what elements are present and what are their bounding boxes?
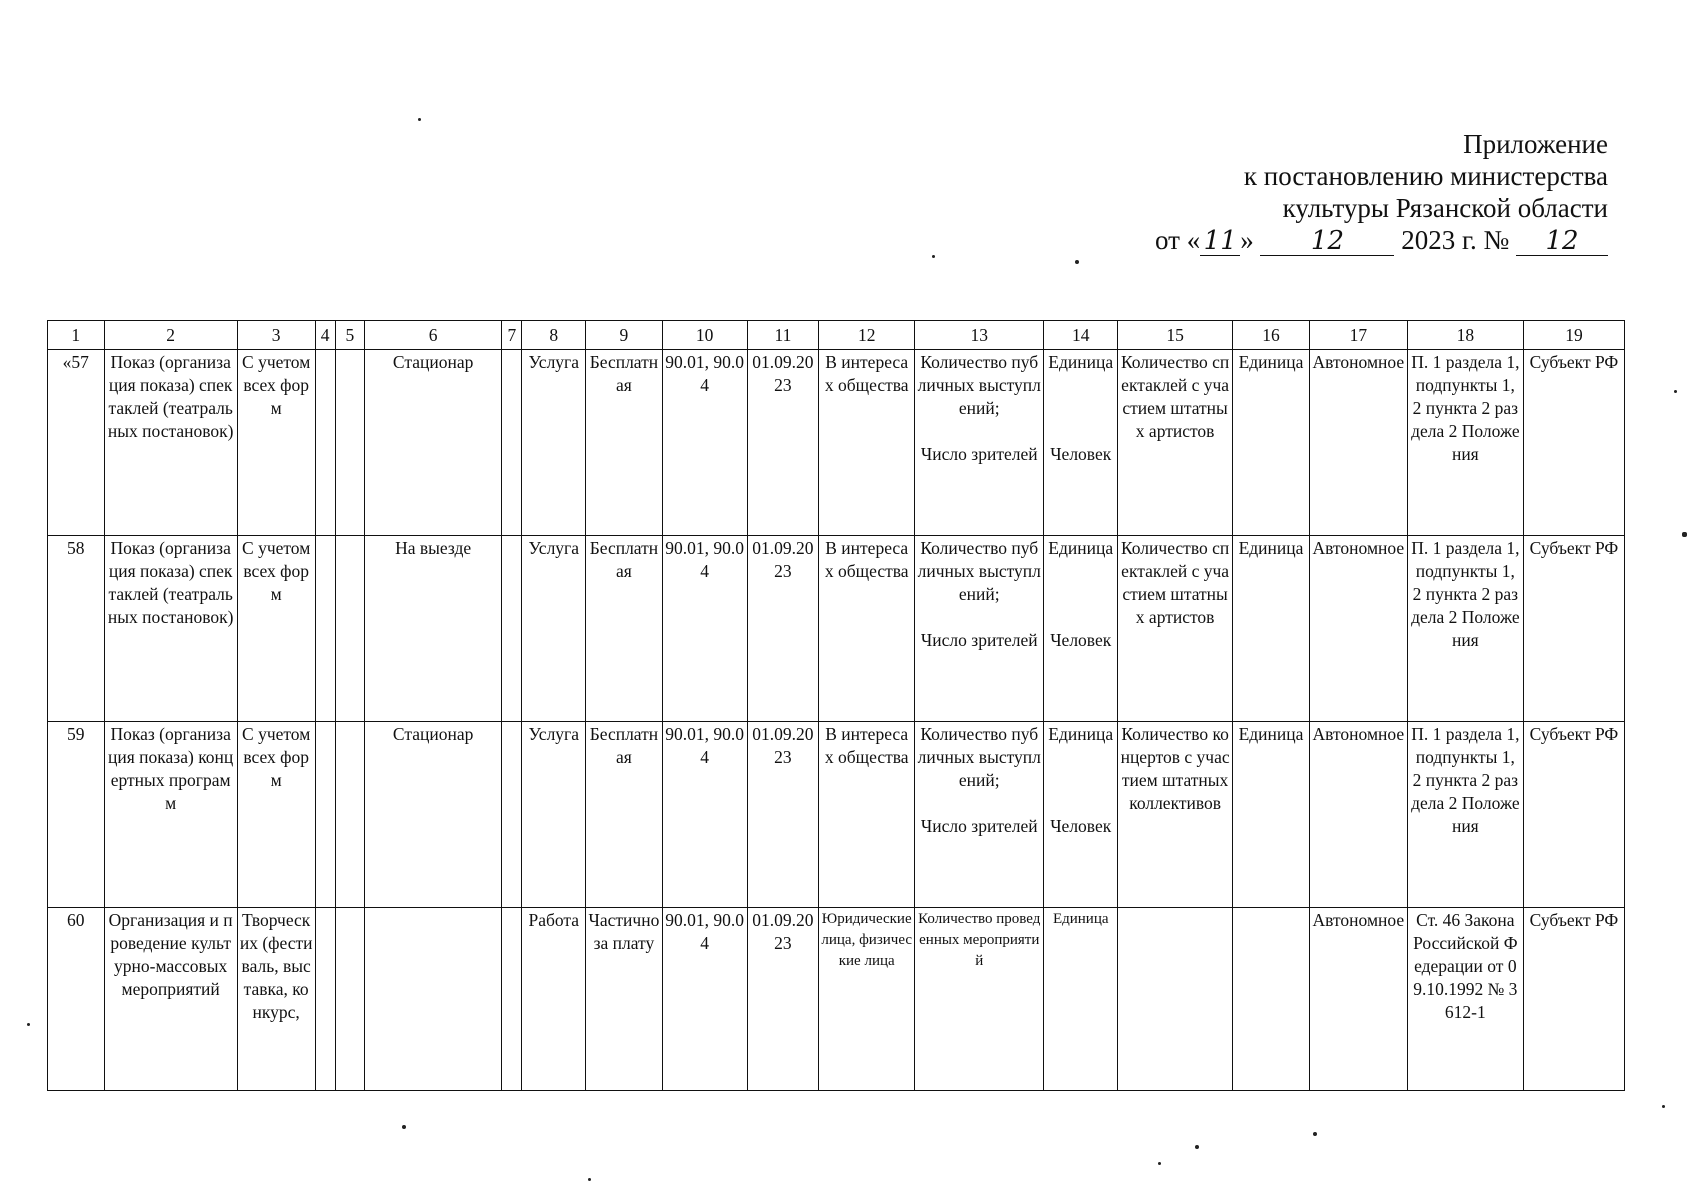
empty-cell	[502, 350, 522, 536]
quality-indicator-cell: Количество спектаклей с участием штатных артистов	[1118, 350, 1233, 536]
volume-indicator: Количество проведенных мероприятий	[918, 911, 1041, 969]
scan-speck	[27, 1023, 30, 1026]
quality-indicator-cell: Количество концертов с участием штатных коллективов	[1118, 722, 1233, 908]
empty-cell	[315, 350, 335, 536]
legal-basis-cell: П. 1 раздела 1, подпункты 1, 2 пункта 2 раздела 2 Положения	[1407, 350, 1523, 536]
quality-unit-cell	[1233, 908, 1310, 1091]
table-row	[48, 536, 1625, 722]
row-number-cell: 60	[48, 908, 105, 1091]
payment-cell: Частично за плату	[586, 908, 663, 1091]
type-cell: Услуга	[522, 536, 586, 722]
column-header: 17	[1309, 321, 1407, 350]
volume-unit: Человек	[1050, 816, 1112, 836]
row-number-cell: 59	[48, 722, 105, 908]
column-header: 3	[237, 321, 315, 350]
column-header: 5	[335, 321, 364, 350]
volume-indicators-cell	[915, 350, 1044, 536]
scan-speck	[1674, 390, 1677, 393]
start-date-cell: 01.09.2023	[747, 536, 819, 722]
column-header: 7	[502, 321, 522, 350]
empty-cell	[315, 536, 335, 722]
type-cell: Работа	[522, 908, 586, 1091]
quality-indicator-cell: Количество спектаклей с участием штатных артистов	[1118, 536, 1233, 722]
table-row	[48, 722, 1625, 908]
column-header: 6	[364, 321, 501, 350]
institution-type-cell: Автономное	[1309, 722, 1407, 908]
volume-unit: Единица	[1052, 911, 1109, 927]
appendix-title: Приложение	[1463, 129, 1608, 159]
volume-indicator: Количество публичных выступлений;	[917, 352, 1041, 418]
start-date-cell: 01.09.2023	[747, 722, 819, 908]
empty-cell	[502, 908, 522, 1091]
column-header: 18	[1407, 321, 1523, 350]
column-header: 11	[747, 321, 819, 350]
column-header: 10	[662, 321, 747, 350]
consumers-cell: В интересах общества	[819, 350, 915, 536]
payment-cell: Бесплатная	[586, 536, 663, 722]
appendix-subtitle-line-2: культуры Рязанской области	[1282, 193, 1608, 223]
column-header: 1	[48, 321, 105, 350]
column-number-row	[48, 321, 1625, 350]
document-header	[988, 128, 1608, 256]
level-cell: Субъект РФ	[1523, 722, 1624, 908]
volume-units-cell	[1044, 350, 1118, 536]
volume-unit: Человек	[1050, 444, 1112, 464]
column-header: 9	[586, 321, 663, 350]
institution-type-cell: Автономное	[1309, 908, 1407, 1091]
column-header: 2	[104, 321, 237, 350]
service-form-cell: С учетом всех форм	[237, 350, 315, 536]
volume-indicator: Количество публичных выступлений;	[917, 538, 1041, 604]
column-header: 16	[1233, 321, 1310, 350]
service-form-cell: С учетом всех форм	[237, 722, 315, 908]
scan-speck	[418, 118, 421, 121]
quality-unit-cell: Единица	[1233, 722, 1310, 908]
service-name-cell: Показ (организация показа) спектаклей (театральных постановок)	[104, 536, 237, 722]
volume-indicator: Число зрителей	[920, 444, 1038, 464]
scan-speck	[1662, 1105, 1665, 1108]
quality-indicator-cell	[1118, 908, 1233, 1091]
empty-cell	[315, 722, 335, 908]
column-header: 8	[522, 321, 586, 350]
volume-units-cell	[1044, 536, 1118, 722]
institution-type-cell: Автономное	[1309, 536, 1407, 722]
scan-speck	[932, 255, 935, 258]
scan-speck	[588, 1178, 591, 1181]
service-name-cell: Показ (организация показа) концертных программ	[104, 722, 237, 908]
handwritten-day: 11	[1200, 227, 1240, 256]
date-prefix: от «	[1155, 225, 1201, 255]
volume-unit: Единица	[1048, 724, 1114, 744]
payment-cell: Бесплатная	[586, 350, 663, 536]
scan-speck	[1682, 532, 1687, 537]
column-header: 4	[315, 321, 335, 350]
quality-unit-cell: Единица	[1233, 536, 1310, 722]
type-cell: Услуга	[522, 722, 586, 908]
column-header: 13	[915, 321, 1044, 350]
handwritten-doc-number: 12	[1516, 227, 1608, 256]
service-name-cell: Показ (организация показа) спектаклей (театральных постановок)	[104, 350, 237, 536]
consumers-cell: В интересах общества	[819, 536, 915, 722]
service-name-cell: Организация и проведение культурно-массовых мероприятий	[104, 908, 237, 1091]
level-cell: Субъект РФ	[1523, 536, 1624, 722]
payment-cell: Бесплатная	[586, 722, 663, 908]
empty-cell	[315, 908, 335, 1091]
volume-unit: Человек	[1050, 630, 1112, 650]
okved-cell: 90.01, 90.04	[662, 908, 747, 1091]
service-form-cell: С учетом всех форм	[237, 536, 315, 722]
row-number-cell: «57	[48, 350, 105, 536]
volume-indicator: Количество публичных выступлений;	[917, 724, 1041, 790]
delivery-location-cell: Стационар	[364, 350, 501, 536]
volume-unit: Единица	[1048, 352, 1114, 372]
quality-unit-cell: Единица	[1233, 350, 1310, 536]
document-date-line	[988, 224, 1608, 256]
empty-cell	[502, 722, 522, 908]
scan-speck	[1158, 1162, 1161, 1165]
delivery-location-cell	[364, 908, 501, 1091]
volume-units-cell	[1044, 722, 1118, 908]
column-header: 19	[1523, 321, 1624, 350]
volume-indicator: Число зрителей	[920, 630, 1038, 650]
volume-indicators-cell	[915, 536, 1044, 722]
handwritten-month: 12	[1260, 227, 1394, 256]
volume-indicator: Число зрителей	[920, 816, 1038, 836]
legal-basis-cell: Ст. 46 Закона Российской Федерации от 09.10.1992 № 3612-1	[1407, 908, 1523, 1091]
empty-cell	[335, 722, 364, 908]
okved-cell: 90.01, 90.04	[662, 536, 747, 722]
service-form-cell: Творческих (фестиваль, выставка, конкурс,	[237, 908, 315, 1091]
scan-speck	[1195, 1145, 1199, 1149]
volume-unit: Единица	[1048, 538, 1114, 558]
empty-cell	[335, 536, 364, 722]
scan-speck	[402, 1125, 406, 1129]
services-table	[47, 320, 1625, 1091]
volume-units-cell	[1044, 908, 1118, 1091]
legal-basis-cell: П. 1 раздела 1, подпункты 1, 2 пункта 2 раздела 2 Положения	[1407, 536, 1523, 722]
empty-cell	[335, 350, 364, 536]
legal-basis-cell: П. 1 раздела 1, подпункты 1, 2 пункта 2 раздела 2 Положения	[1407, 722, 1523, 908]
table-row	[48, 350, 1625, 536]
empty-cell	[335, 908, 364, 1091]
okved-cell: 90.01, 90.04	[662, 350, 747, 536]
level-cell: Субъект РФ	[1523, 908, 1624, 1091]
column-header: 15	[1118, 321, 1233, 350]
column-header: 14	[1044, 321, 1118, 350]
scan-speck	[1313, 1132, 1317, 1136]
scan-speck	[1075, 260, 1079, 264]
delivery-location-cell: На выезде	[364, 536, 501, 722]
consumers-cell: В интересах общества	[819, 722, 915, 908]
empty-cell	[502, 536, 522, 722]
type-cell: Услуга	[522, 350, 586, 536]
okved-cell: 90.01, 90.04	[662, 722, 747, 908]
consumers-cell: Юридические лица, физические лица	[819, 908, 915, 1091]
volume-indicators-cell	[915, 722, 1044, 908]
institution-type-cell: Автономное	[1309, 350, 1407, 536]
table-row	[48, 908, 1625, 1091]
date-mid: »	[1240, 225, 1254, 255]
column-header: 12	[819, 321, 915, 350]
delivery-location-cell: Стационар	[364, 722, 501, 908]
appendix-subtitle-line-1: к постановлению министерства	[1243, 161, 1608, 191]
level-cell: Субъект РФ	[1523, 350, 1624, 536]
start-date-cell: 01.09.2023	[747, 908, 819, 1091]
date-year: 2023 г. №	[1401, 225, 1510, 255]
row-number-cell: 58	[48, 536, 105, 722]
start-date-cell: 01.09.2023	[747, 350, 819, 536]
volume-indicators-cell	[915, 908, 1044, 1091]
